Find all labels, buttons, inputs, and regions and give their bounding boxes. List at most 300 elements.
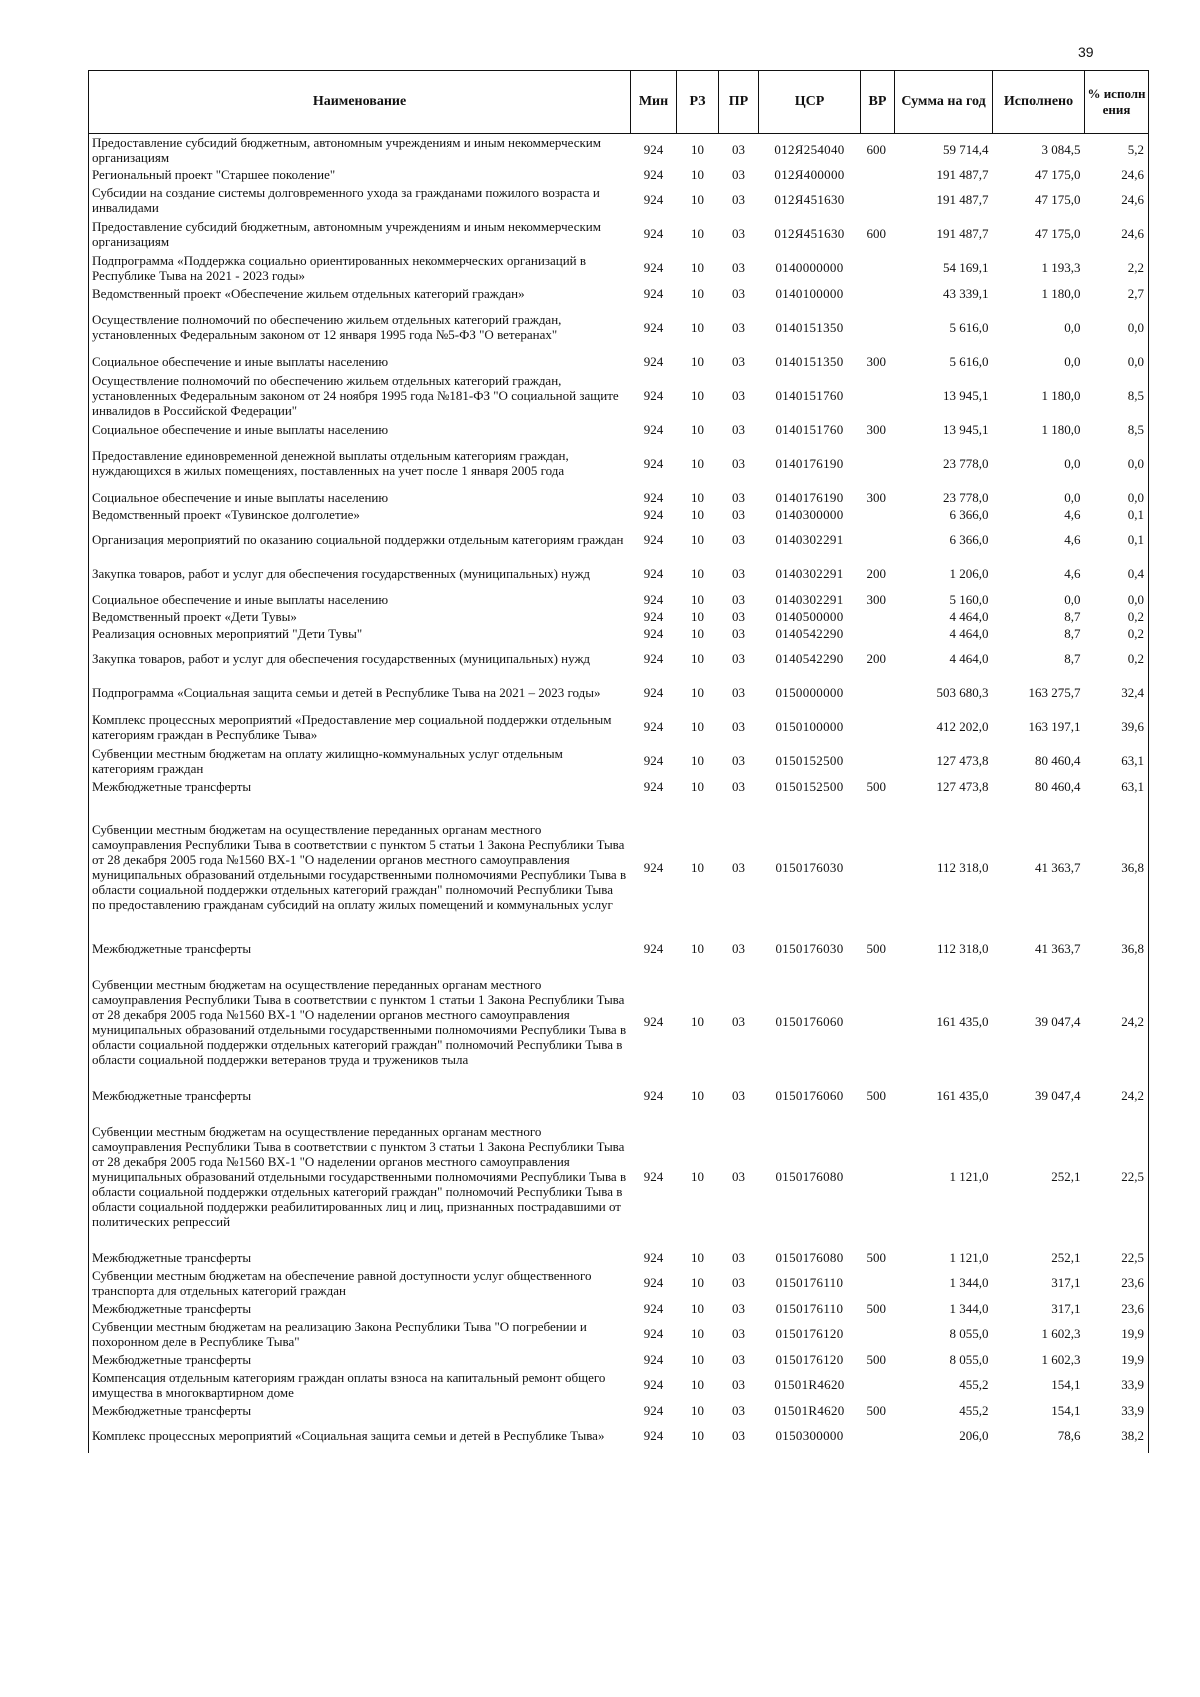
row-pct: 24,6 xyxy=(1085,183,1149,217)
row-sum: 13 945,1 xyxy=(943,421,989,437)
row-rz: 10 xyxy=(691,387,704,403)
row-vr xyxy=(861,523,895,557)
row-name: Осуществление полномочий по обеспечению жильем отдельных категорий граждан, установленных Федеральным законом от 24 ноября 1995 года №181-ФЗ "О социальной защите инвалидов в Российской Федерации" xyxy=(89,370,631,421)
row-rz: 10 xyxy=(691,166,704,182)
table-header-row xyxy=(89,71,1149,134)
row-pr: 03 xyxy=(732,260,745,275)
row-pct: 8,5 xyxy=(1085,421,1149,438)
table-row xyxy=(89,676,1149,710)
row-pr: 03 xyxy=(732,226,745,241)
row-csr: 0140151350 xyxy=(775,353,844,369)
row-pr: 03 xyxy=(732,1326,745,1341)
row-executed: 41 363,7 xyxy=(1035,940,1081,956)
table-row xyxy=(89,438,1149,489)
row-pct: 38,2 xyxy=(1085,1419,1149,1453)
row-rz: 10 xyxy=(691,1300,704,1316)
row-min: 924 xyxy=(643,142,664,158)
row-rz: 10 xyxy=(691,1402,704,1418)
row-sum: 23 778,0 xyxy=(943,455,989,471)
row-executed: 4,6 xyxy=(1064,506,1081,522)
row-name: Подпрограмма «Социальная защита семьи и детей в Республике Тыва на 2021 – 2023 годы» xyxy=(89,676,631,710)
row-pct: 24,6 xyxy=(1085,166,1149,183)
row-pr: 03 xyxy=(732,625,745,641)
row-vr: 300 xyxy=(866,353,886,369)
row-executed: 252,1 xyxy=(1051,1168,1081,1184)
row-vr xyxy=(861,1266,895,1300)
row-sum: 191 487,7 xyxy=(936,226,989,241)
row-pct: 0,0 xyxy=(1085,438,1149,489)
row-pct: 0,0 xyxy=(1085,489,1149,506)
row-rz: 10 xyxy=(691,778,704,794)
row-csr: 0140176190 xyxy=(775,455,844,471)
row-pct: 39,6 xyxy=(1085,710,1149,744)
row-rz: 10 xyxy=(691,940,704,956)
row-executed: 163 197,1 xyxy=(1028,719,1081,734)
row-vr xyxy=(861,608,895,625)
row-executed: 0,0 xyxy=(1064,489,1081,505)
row-min: 924 xyxy=(643,532,664,547)
row-vr: 600 xyxy=(866,226,886,241)
row-pct: 33,9 xyxy=(1085,1402,1149,1419)
table-row xyxy=(89,1087,1149,1104)
row-rz: 10 xyxy=(691,506,704,522)
row-min: 924 xyxy=(643,1326,664,1341)
row-min: 924 xyxy=(643,566,664,581)
row-csr: 01501R4620 xyxy=(774,1402,845,1418)
row-pr: 03 xyxy=(732,506,745,522)
row-name: Ведомственный проект «Дети Тувы» xyxy=(89,608,631,625)
row-rz: 10 xyxy=(691,353,704,369)
row-rz: 10 xyxy=(691,285,704,301)
row-pct: 19,9 xyxy=(1085,1317,1149,1351)
row-min: 924 xyxy=(643,506,664,522)
row-pct: 33,9 xyxy=(1085,1368,1149,1402)
row-vr: 500 xyxy=(866,1351,886,1367)
table-row xyxy=(89,608,1149,625)
row-min: 924 xyxy=(643,753,664,768)
row-name: Реализация основных мероприятий "Дети Тувы" xyxy=(89,625,631,642)
row-csr: 0140500000 xyxy=(775,608,844,624)
row-pr: 03 xyxy=(732,940,745,956)
row-min: 924 xyxy=(643,1275,664,1290)
row-vr: 500 xyxy=(866,1402,886,1418)
row-csr: 0150176030 xyxy=(775,940,844,956)
row-pct: 0,0 xyxy=(1085,353,1149,370)
row-min: 924 xyxy=(643,387,664,403)
row-name: Комплекс процессных мероприятий «Предоставление мер социальной поддержки отдельным категориям граждан в Республике Тыва» xyxy=(89,710,631,744)
row-min: 924 xyxy=(643,591,664,607)
row-min: 924 xyxy=(643,192,664,207)
row-pr: 03 xyxy=(732,532,745,547)
row-executed: 80 460,4 xyxy=(1035,778,1081,794)
header-csr: ЦСР xyxy=(759,71,861,134)
table-row xyxy=(89,1104,1149,1249)
row-sum: 191 487,7 xyxy=(936,192,989,207)
header-name: Наименование xyxy=(89,71,631,134)
row-pr: 03 xyxy=(732,608,745,624)
row-pct: 63,1 xyxy=(1085,744,1149,778)
row-csr: 012Я451630 xyxy=(774,192,845,207)
row-vr: 300 xyxy=(866,421,886,437)
row-vr: 500 xyxy=(866,1087,886,1103)
row-pct: 24,2 xyxy=(1085,1087,1149,1104)
row-pct: 0,2 xyxy=(1085,625,1149,642)
row-csr: 0150176080 xyxy=(775,1249,844,1265)
row-pct: 22,5 xyxy=(1085,1104,1149,1249)
row-min: 924 xyxy=(643,1428,664,1443)
row-csr: 0140542290 xyxy=(775,651,844,666)
table-row xyxy=(89,1317,1149,1351)
row-vr xyxy=(861,710,895,744)
row-name: Межбюджетные трансферты xyxy=(89,1402,631,1419)
table-row xyxy=(89,1300,1149,1317)
row-csr: 0150176060 xyxy=(775,1087,844,1103)
row-vr xyxy=(861,1317,895,1351)
row-csr: 0140302291 xyxy=(775,566,844,581)
row-csr: 012Я254040 xyxy=(774,142,845,158)
row-name: Социальное обеспечение и иные выплаты населению xyxy=(89,421,631,438)
row-csr: 0140151760 xyxy=(775,387,844,403)
row-executed: 47 175,0 xyxy=(1035,226,1081,241)
table-row xyxy=(89,1351,1149,1368)
row-pr: 03 xyxy=(732,353,745,369)
row-vr xyxy=(861,795,895,940)
row-executed: 4,6 xyxy=(1064,532,1081,547)
row-name: Предоставление субсидий бюджетным, автономным учреждениям и иным некоммерческим организациям xyxy=(89,134,631,166)
header-pr: ПР xyxy=(719,71,759,134)
table-row xyxy=(89,302,1149,353)
row-vr: 600 xyxy=(866,142,886,158)
row-pr: 03 xyxy=(732,319,745,335)
row-rz: 10 xyxy=(691,319,704,335)
row-pr: 03 xyxy=(732,1275,745,1290)
row-sum: 127 473,8 xyxy=(936,778,989,794)
row-pct: 0,2 xyxy=(1085,642,1149,676)
row-pr: 03 xyxy=(732,1402,745,1418)
row-name: Субвенции местным бюджетам на реализацию Закона Республики Тыва "О погребении и похоронном деле в Республике Тыва" xyxy=(89,1317,631,1351)
row-min: 924 xyxy=(643,260,664,275)
row-csr: 012Я400000 xyxy=(774,166,845,182)
row-rz: 10 xyxy=(691,489,704,505)
row-min: 924 xyxy=(643,685,664,700)
row-executed: 154,1 xyxy=(1051,1377,1081,1392)
row-pct: 0,0 xyxy=(1085,591,1149,608)
row-pct: 23,6 xyxy=(1085,1266,1149,1300)
row-sum: 191 487,7 xyxy=(936,166,989,182)
row-sum: 4 464,0 xyxy=(949,625,989,641)
header-sum: Сумма на год xyxy=(895,71,993,134)
header-pct: % исполнения xyxy=(1085,71,1149,134)
row-pr: 03 xyxy=(732,719,745,734)
row-min: 924 xyxy=(643,1249,664,1265)
row-pr: 03 xyxy=(732,387,745,403)
row-pct: 2,7 xyxy=(1085,285,1149,302)
table-row xyxy=(89,506,1149,523)
row-rz: 10 xyxy=(691,455,704,471)
row-vr: 300 xyxy=(866,591,886,607)
row-vr xyxy=(861,625,895,642)
row-csr: 0150100000 xyxy=(775,719,844,734)
row-pct: 0,0 xyxy=(1085,302,1149,353)
row-rz: 10 xyxy=(691,753,704,768)
row-executed: 1 180,0 xyxy=(1041,285,1081,301)
row-name: Межбюджетные трансферты xyxy=(89,1087,631,1104)
row-executed: 0,0 xyxy=(1064,591,1081,607)
header-rz: РЗ xyxy=(677,71,719,134)
row-executed: 39 047,4 xyxy=(1035,1014,1081,1029)
row-executed: 1 180,0 xyxy=(1041,421,1081,437)
row-vr: 200 xyxy=(866,566,886,581)
row-rz: 10 xyxy=(691,566,704,581)
row-executed: 1 602,3 xyxy=(1041,1351,1081,1367)
row-sum: 6 366,0 xyxy=(949,506,989,522)
row-vr xyxy=(861,302,895,353)
row-executed: 8,7 xyxy=(1064,608,1081,624)
row-csr: 0140302291 xyxy=(775,532,844,547)
row-vr: 500 xyxy=(866,1300,886,1316)
row-min: 924 xyxy=(643,608,664,624)
table-body xyxy=(89,134,1149,1453)
row-min: 924 xyxy=(643,651,664,666)
row-pr: 03 xyxy=(732,166,745,182)
row-vr xyxy=(861,1104,895,1249)
row-csr: 0140000000 xyxy=(775,260,844,275)
row-vr: 500 xyxy=(866,940,886,956)
row-pr: 03 xyxy=(732,285,745,301)
row-pct: 23,6 xyxy=(1085,1300,1149,1317)
row-vr: 200 xyxy=(866,651,886,666)
row-executed: 80 460,4 xyxy=(1035,753,1081,768)
row-pr: 03 xyxy=(732,421,745,437)
row-csr: 0140300000 xyxy=(775,506,844,522)
row-min: 924 xyxy=(643,940,664,956)
row-pr: 03 xyxy=(732,1377,745,1392)
row-name: Межбюджетные трансферты xyxy=(89,940,631,957)
row-rz: 10 xyxy=(691,625,704,641)
row-sum: 112 318,0 xyxy=(936,859,989,875)
table-row xyxy=(89,744,1149,778)
row-sum: 4 464,0 xyxy=(949,608,989,624)
row-name: Предоставление единовременной денежной выплаты отдельным категориям граждан, нуждающихся в жилых помещениях, поставленных на учет после 1 января 2005 года xyxy=(89,438,631,489)
row-pct: 19,9 xyxy=(1085,1351,1149,1368)
table-row xyxy=(89,1402,1149,1419)
row-pr: 03 xyxy=(732,1351,745,1367)
row-min: 924 xyxy=(643,1402,664,1418)
row-pct: 0,4 xyxy=(1085,557,1149,591)
table-row xyxy=(89,625,1149,642)
row-pr: 03 xyxy=(732,192,745,207)
table-row xyxy=(89,370,1149,421)
header-vr: ВР xyxy=(861,71,895,134)
row-min: 924 xyxy=(643,455,664,471)
row-executed: 154,1 xyxy=(1051,1402,1081,1418)
row-vr xyxy=(861,285,895,302)
table-row xyxy=(89,134,1149,166)
row-min: 924 xyxy=(643,859,664,875)
row-executed: 1 602,3 xyxy=(1041,1326,1081,1341)
row-sum: 6 366,0 xyxy=(949,532,989,547)
row-executed: 39 047,4 xyxy=(1035,1087,1081,1103)
row-min: 924 xyxy=(643,1014,664,1029)
row-name: Межбюджетные трансферты xyxy=(89,1300,631,1317)
table-row xyxy=(89,489,1149,506)
row-pct: 63,1 xyxy=(1085,778,1149,795)
row-rz: 10 xyxy=(691,1351,704,1367)
row-csr: 0140151760 xyxy=(775,421,844,437)
row-name: Межбюджетные трансферты xyxy=(89,1249,631,1266)
row-csr: 012Я451630 xyxy=(774,226,845,241)
row-pr: 03 xyxy=(732,1168,745,1184)
row-vr xyxy=(861,166,895,183)
row-min: 924 xyxy=(643,489,664,505)
row-min: 924 xyxy=(643,1300,664,1316)
row-executed: 78,6 xyxy=(1057,1428,1081,1443)
row-pr: 03 xyxy=(732,685,745,700)
row-pct: 2,2 xyxy=(1085,251,1149,285)
row-name: Субсидии на создание системы долговременного ухода за гражданами пожилого возраста и инвалидами xyxy=(89,183,631,217)
row-vr xyxy=(861,744,895,778)
row-name: Ведомственный проект «Обеспечение жильем отдельных категорий граждан» xyxy=(89,285,631,302)
row-executed: 41 363,7 xyxy=(1035,859,1081,875)
row-pr: 03 xyxy=(732,566,745,581)
row-min: 924 xyxy=(643,1087,664,1103)
row-csr: 0140302291 xyxy=(775,591,844,607)
row-vr xyxy=(861,438,895,489)
row-pr: 03 xyxy=(732,489,745,505)
row-pr: 03 xyxy=(732,1249,745,1265)
row-sum: 5 616,0 xyxy=(949,319,989,335)
row-vr xyxy=(861,957,895,1087)
row-sum: 54 169,1 xyxy=(943,260,989,275)
row-vr: 300 xyxy=(866,489,886,505)
row-name: Субвенции местным бюджетам на осуществление переданных органам местного самоуправления Республики Тыва в соответствии с пунктом 1 статьи 1 Закона Республики Тыва от 28 декабря 2005 года №1560 ВХ-1 "О наделении органов местного самоуправления муниципальных образований отдельными государственными полномочиями Республики Тыва в области социальной поддержки отдельных категорий граждан" полномочий Республики Тыва в области социальной поддержки ветеранов труда и тружеников тыла xyxy=(89,957,631,1087)
row-sum: 1 206,0 xyxy=(949,566,989,581)
table-row xyxy=(89,251,1149,285)
row-sum: 161 435,0 xyxy=(936,1014,989,1029)
table-row xyxy=(89,1368,1149,1402)
row-executed: 0,0 xyxy=(1064,319,1081,335)
page-number: 39 xyxy=(1078,44,1094,60)
row-name: Социальное обеспечение и иные выплаты населению xyxy=(89,353,631,370)
table-row xyxy=(89,778,1149,795)
row-min: 924 xyxy=(643,319,664,335)
row-sum: 8 055,0 xyxy=(949,1351,989,1367)
row-vr xyxy=(861,370,895,421)
row-pct: 32,4 xyxy=(1085,676,1149,710)
row-pr: 03 xyxy=(732,778,745,794)
row-pct: 22,5 xyxy=(1085,1249,1149,1266)
row-pr: 03 xyxy=(732,651,745,666)
row-min: 924 xyxy=(643,778,664,794)
table-row xyxy=(89,642,1149,676)
row-name: Социальное обеспечение и иные выплаты населению xyxy=(89,489,631,506)
row-executed: 8,7 xyxy=(1064,625,1081,641)
row-sum: 4 464,0 xyxy=(949,651,989,666)
row-csr: 0150176080 xyxy=(775,1168,844,1184)
row-pr: 03 xyxy=(732,455,745,471)
row-rz: 10 xyxy=(691,859,704,875)
row-pct: 0,1 xyxy=(1085,506,1149,523)
row-vr xyxy=(861,251,895,285)
row-rz: 10 xyxy=(691,719,704,734)
row-csr: 0140151350 xyxy=(775,319,844,335)
row-sum: 1 344,0 xyxy=(949,1275,989,1290)
row-csr: 0150152500 xyxy=(775,778,844,794)
row-rz: 10 xyxy=(691,532,704,547)
row-min: 924 xyxy=(643,421,664,437)
row-csr: 0150176110 xyxy=(775,1300,844,1316)
row-name: Организация мероприятий по оказанию социальной поддержки отдельным категориям граждан xyxy=(89,523,631,557)
row-rz: 10 xyxy=(691,651,704,666)
header-min: Мин xyxy=(631,71,677,134)
table-row xyxy=(89,285,1149,302)
row-name: Субвенции местным бюджетам на осуществление переданных органам местного самоуправления Республики Тыва в соответствии с пунктом 5 статьи 1 Закона Республики Тыва от 28 декабря 2005 года №1560 ВХ-1 "О наделении органов местного самоуправления муниципальных образований отдельными государственными полномочиями Республики Тыва в области социальной поддержки отдельных категорий граждан" полномочий Республики Тыва по предоставлению гражданам субсидий на оплату жилых помещений и коммунальных услуг xyxy=(89,795,631,940)
row-vr xyxy=(861,506,895,523)
row-name: Осуществление полномочий по обеспечению жильем отдельных категорий граждан, установленных Федеральным законом от 12 января 1995 года №5-ФЗ "О ветеранах" xyxy=(89,302,631,353)
row-name: Региональный проект "Старшее поколение" xyxy=(89,166,631,183)
row-sum: 43 339,1 xyxy=(943,285,989,301)
row-pr: 03 xyxy=(732,1014,745,1029)
row-name: Компенсация отдельным категориям граждан оплаты взноса на капитальный ремонт общего имущества в многоквартирном доме xyxy=(89,1368,631,1402)
row-csr: 0150176030 xyxy=(775,859,844,875)
row-executed: 317,1 xyxy=(1051,1300,1081,1316)
table-row xyxy=(89,166,1149,183)
row-pr: 03 xyxy=(732,591,745,607)
row-executed: 0,0 xyxy=(1064,455,1081,471)
row-csr: 0140100000 xyxy=(775,285,844,301)
row-pr: 03 xyxy=(732,859,745,875)
row-sum: 5 160,0 xyxy=(949,591,989,607)
row-rz: 10 xyxy=(691,685,704,700)
row-name: Ведомственный проект «Тувинское долголетие» xyxy=(89,506,631,523)
table-row xyxy=(89,557,1149,591)
row-rz: 10 xyxy=(691,591,704,607)
row-rz: 10 xyxy=(691,1087,704,1103)
row-executed: 0,0 xyxy=(1064,353,1081,369)
row-pct: 0,1 xyxy=(1085,523,1149,557)
row-csr: 01501R4620 xyxy=(774,1377,845,1392)
row-rz: 10 xyxy=(691,192,704,207)
row-rz: 10 xyxy=(691,1377,704,1392)
row-executed: 4,6 xyxy=(1064,566,1081,581)
row-sum: 112 318,0 xyxy=(936,940,989,956)
row-min: 924 xyxy=(643,1377,664,1392)
row-vr: 500 xyxy=(866,778,886,794)
row-sum: 1 121,0 xyxy=(949,1249,989,1265)
row-vr xyxy=(861,676,895,710)
row-name: Подпрограмма «Поддержка социально ориентированных некоммерческих организаций в Республике Тыва на 2021 - 2023 годы» xyxy=(89,251,631,285)
row-name: Субвенции местным бюджетам на обеспечение равной доступности услуг общественного транспорта для отдельных категорий граждан xyxy=(89,1266,631,1300)
row-name: Межбюджетные трансферты xyxy=(89,1351,631,1368)
row-sum: 412 202,0 xyxy=(936,719,989,734)
row-sum: 206,0 xyxy=(959,1428,989,1443)
row-csr: 0150000000 xyxy=(775,685,844,700)
row-executed: 252,1 xyxy=(1051,1249,1081,1265)
row-pct: 24,2 xyxy=(1085,957,1149,1087)
row-executed: 1 193,3 xyxy=(1041,260,1081,275)
table-row xyxy=(89,353,1149,370)
table-row xyxy=(89,1249,1149,1266)
row-rz: 10 xyxy=(691,1428,704,1443)
row-sum: 455,2 xyxy=(959,1377,989,1392)
row-pct: 8,5 xyxy=(1085,370,1149,421)
table-row xyxy=(89,183,1149,217)
row-pct: 0,2 xyxy=(1085,608,1149,625)
table-row xyxy=(89,217,1149,251)
row-vr: 500 xyxy=(866,1249,886,1265)
row-csr: 0150152500 xyxy=(775,753,844,768)
row-executed: 8,7 xyxy=(1064,651,1081,666)
